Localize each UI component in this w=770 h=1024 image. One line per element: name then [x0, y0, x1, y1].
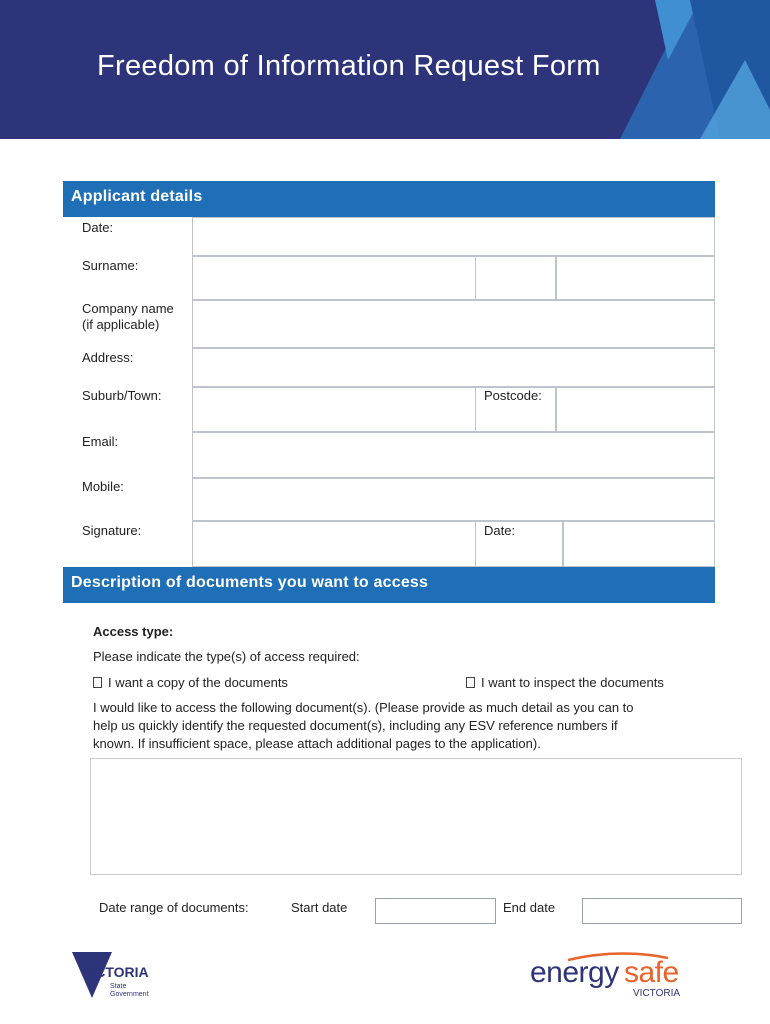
postcode-field[interactable] [556, 387, 715, 432]
header-banner [0, 0, 770, 139]
start-date-input[interactable] [375, 898, 496, 924]
victoria-logo-sub-1: State [110, 983, 127, 990]
signature-date-label: Date: [484, 523, 516, 538]
company-label-line-1: Company name [82, 301, 174, 316]
first-name-field[interactable] [556, 256, 715, 300]
victoria-logo-text: VICTORIA [82, 964, 149, 980]
end-date-label: End date [503, 900, 556, 915]
request-text-line-2: help us quickly identify the requested document(s), including any ESV reference numbers if [93, 718, 618, 733]
energysafe-logo-sub: VICTORIA [633, 988, 681, 999]
option-copy-label: I want a copy of the documents [108, 675, 288, 690]
postcode-label: Postcode: [484, 388, 542, 403]
option-copy[interactable] [93, 673, 288, 692]
email-field[interactable] [192, 432, 715, 478]
victoria-logo-graphic [72, 950, 172, 1002]
surname-field[interactable] [192, 256, 476, 300]
documents-section-header: Description of documents you want to access [63, 567, 715, 603]
surname-label: Surname: [82, 258, 139, 273]
documents-description-textarea[interactable] [90, 758, 742, 875]
access-instruction: Please indicate the type(s) of access required: [93, 649, 360, 664]
energysafe-logo-part1: energy [530, 956, 619, 989]
first-name-label-cell [476, 256, 556, 300]
end-date-input[interactable] [582, 898, 742, 924]
mobile-field[interactable] [192, 478, 715, 521]
address-label: Address: [82, 350, 134, 365]
victoria-government-logo [72, 950, 172, 1007]
applicant-section-header: Applicant details [63, 181, 715, 217]
page-title: Freedom of Information Request Form [97, 50, 601, 82]
date-label: Date: [82, 220, 114, 235]
signature-field[interactable] [192, 521, 476, 567]
request-text-line-1: I would like to access the following document(s). (Please provide as much detail as you can to [93, 700, 634, 715]
date-range-label: Date range of documents: [99, 900, 249, 915]
company-label-line-2: (if applicable) [82, 317, 160, 332]
address-field[interactable] [192, 348, 715, 387]
copy-checkbox[interactable] [93, 677, 102, 688]
signature-label: Signature: [82, 523, 142, 538]
date-field[interactable] [192, 217, 715, 256]
signature-date-field[interactable] [563, 521, 715, 567]
energysafe-logo [528, 950, 703, 1005]
option-inspect-label: I want to inspect the documents [481, 675, 664, 690]
company-name-field[interactable] [192, 300, 715, 348]
access-type-heading: Access type: [93, 624, 174, 639]
energysafe-logo-graphic [528, 950, 703, 1000]
inspect-checkbox[interactable] [466, 677, 475, 688]
option-inspect[interactable] [466, 673, 664, 692]
suburb-label: Suburb/Town: [82, 388, 162, 403]
request-text-line-3: known. If insufficient space, please attach additional pages to the application). [93, 736, 541, 751]
suburb-field[interactable] [192, 387, 476, 432]
email-label: Email: [82, 434, 119, 449]
energysafe-logo-part2: safe [624, 956, 679, 989]
victoria-logo-sub-2: Government [110, 991, 149, 998]
mobile-label: Mobile: [82, 479, 124, 494]
start-date-label: Start date [291, 900, 348, 915]
